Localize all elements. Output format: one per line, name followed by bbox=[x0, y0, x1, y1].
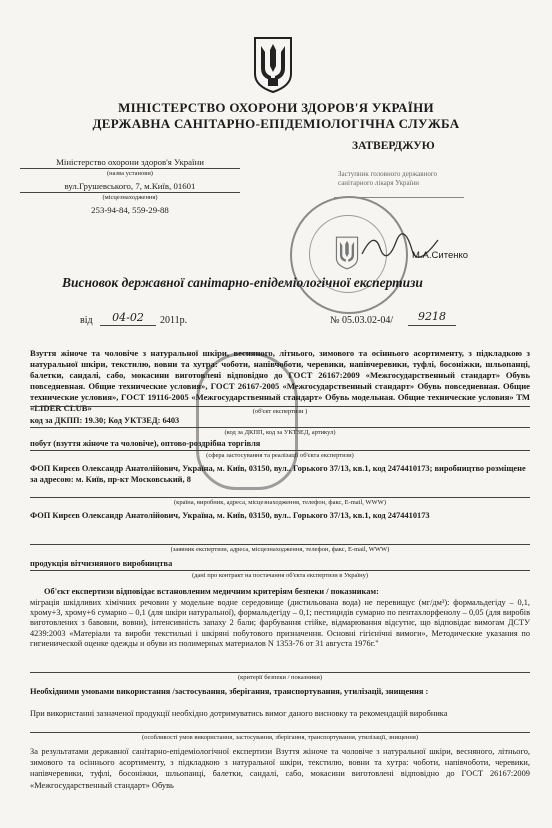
applicant-text: ФОП Кирєєв Олександр Анатолійович, Україна, м. Київ, 03150, вул.. Горького 37/13, кв.1, код 2474410173 bbox=[30, 511, 430, 520]
issuer-name-caption: (назва установи) bbox=[107, 170, 153, 177]
manufacturer-caption: (країна, виробник, адреса, місцезнаходження, телефон, факс, E-mail, WWW) bbox=[174, 499, 386, 506]
coat-of-arms-icon bbox=[252, 36, 294, 94]
results-text: За результатами державної санітарно-епідеміологічної експертизи Взуття жіноче та чоловіче з натуральної шкіри, весняного, літнього, зимового та осіннього асортименту, з підкладкою з натуральної шкіри, текстилю, вовни та хутра: чоботи, напівчоботи, черевики, напівчеревики, туфлі, босоніжки, шльопанці, балетки, сандалі, сабо, мокасини виготовлені відповідно до ГОСТ 26167:2009 «Межгосударственный стандарт» Обувь bbox=[30, 747, 530, 790]
date-year: 2011р. bbox=[160, 315, 188, 326]
approve-label: ЗАТВЕРДЖУЮ bbox=[352, 140, 435, 152]
issuer-address: вул.Грушевського, 7, м.Київ, 01601 bbox=[64, 181, 196, 191]
approver-position: Заступник головного державного санітарного лікаря України bbox=[338, 170, 438, 187]
production-caption: (дані про контракт на постачання об'єкта експертизи в Україну) bbox=[191, 572, 369, 579]
conditions-caption: (особливості умов використання, застосування, зберігання, транспортування, утилізації, знищення) bbox=[141, 734, 419, 741]
manufacturer-text: ФОП Кирєєв Олександр Анатолійович, Україна, м. Київ, 03150, вул.. Горького 37/13, кв.1, код 2474410173; виробництво розміщене за адресою: м. Київ, пр-кт Московський, 8 bbox=[30, 464, 526, 484]
issuer-phone: 253-94-84, 559-29-88 bbox=[91, 205, 169, 215]
seal-trident-icon bbox=[334, 236, 360, 270]
applicant-caption: (заявник експертизи, адреса, місцезнаходження, телефон, факс, E-mail, WWW) bbox=[170, 546, 390, 553]
date-day: 04-02 bbox=[112, 311, 144, 324]
usage-caption: (сфера застосування та реалізації об'єкта експертизи) bbox=[206, 452, 354, 459]
conditions-text: При використанні зазначеної продукції необхідно дотримуватись вимог даного висновку та рекомендацій виробника bbox=[30, 709, 448, 718]
criteria-text: міграція шкідливих хімічних речовин у модельне водне середовище (дистильована вода) не перевищує (мг/дм³): формальдегіду – 0,1, хрому+3, хрому+6 сумарно – 0,1 (для шкіри натуральної), формальдегіду – 0,1; пестицидів сумарно по пентахлорфенолу – 0,05 (для виробів виготовлених з бавовни, вовни), інтенсивність запаху 2 бали; фарбування стійке, відмарювання відсутнє, що відповідає вимогам ДСТУ 4239:2003 «Матеріали та вироби текстильні і шкіряні побутового призначення. Основні гігієнічні вимоги», Методические указания по гигиенической оценке одежды и обуви из полимерных материалов N 1353-76 от 31 августа 1976г." bbox=[30, 598, 530, 648]
conditions-lead: Необхідними умовами використання /застосування, зберігання, транспортування, утилізації, знищення : bbox=[30, 687, 429, 696]
issuer-name: Міністерство охорони здоров'я України bbox=[56, 157, 204, 167]
document-title: Висновок державної санітарно-епідеміологічної експертизи bbox=[62, 275, 423, 290]
issuer-address-caption: (місцезнаходження) bbox=[102, 194, 158, 201]
service-title: ДЕРЖАВНА САНІТАРНО-ЕПІДЕМІОЛОГІЧНА СЛУЖБА bbox=[92, 116, 460, 131]
criteria-lead: Об'єкт експертизи відповідає встановленим медичним критеріям безпеки / показникам: bbox=[44, 587, 379, 596]
object-caption: (об'єкт експертизи ) bbox=[252, 408, 308, 415]
ministry-title: МІНІСТЕРСТВО ОХОРОНИ ЗДОРОВ'Я УКРАЇНИ bbox=[118, 100, 434, 115]
date-prefix: від bbox=[80, 315, 93, 326]
number-value: 9218 bbox=[418, 310, 446, 323]
codes-text: код за ДКПП: 19.30; Код УКТЗЕД: 6403 bbox=[30, 416, 180, 425]
object-text: Взуття жіноче та чоловіче з натуральної шкіри, весняного, літнього, зимового та осіннього асортименту, з підкладкою з натуральної шкіри, текстилю, вовни та хутра: чоботи, напівчоботи, черевики, напівчеревики, туфлі, босоніжки, шльопанці, балетки, сандалі, сабо, мокасини виготовлені відповідно до ГОСТ 26167:2009 «Межгосударственный стандарт» Обувь повседневная. Общие технические условия», ГОСТ 26167-2005 «Межгосударственный стандарт» Обувь повседневная. Общие технические условия», ГОСТ 19116-2005 «Межгосударственный стандарт» Обувь модельная. Общие технические условия» ТМ «LIDER CLUB» bbox=[30, 348, 530, 413]
codes-caption: (код за ДКПП, код за УКТЗЕД, артикул) bbox=[224, 429, 336, 436]
usage-text: побут (взуття жіноче та чоловіче), оптово-роздрібна торгівля bbox=[30, 439, 261, 448]
production-text: продукція вітчизняного виробництва bbox=[30, 559, 173, 568]
number-prefix: № 05.03.02-04/ bbox=[330, 315, 394, 326]
approver-name: М.А.Ситенко bbox=[412, 250, 469, 261]
criteria-caption: (критерії безпеки / показники) bbox=[237, 674, 323, 681]
